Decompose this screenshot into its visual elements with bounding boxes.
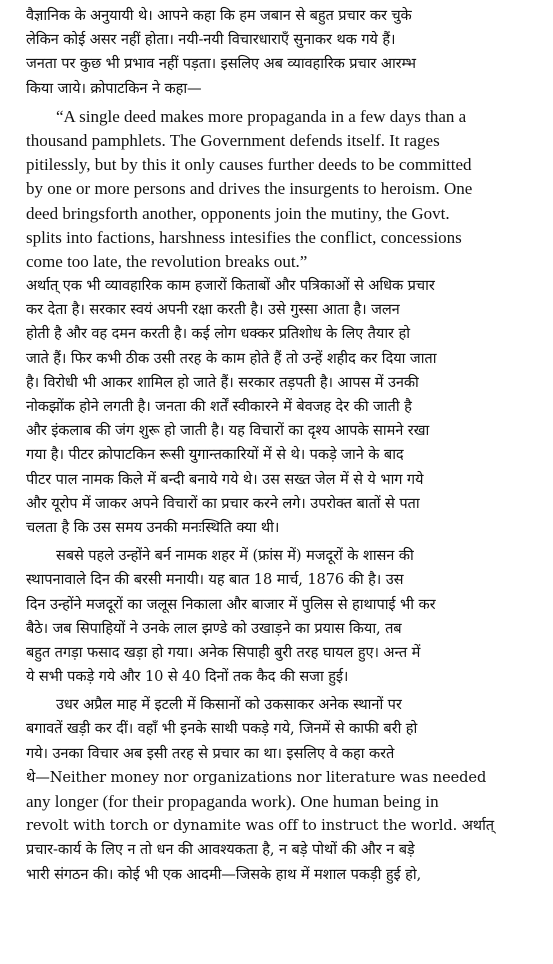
text-line: किया जाये। क्रोपाटकिन ने कहा— [26, 79, 202, 97]
text-line: जाते हैं। फिर कभी ठीक उसी तरह के काम होते हैं तो उन्हें शहीद कर दिया जाता [26, 349, 437, 367]
text-line: पीटर पाल नामक किले में बन्दी बनाये गये थे। उस सख्त जेल में से ये भाग गये [26, 470, 424, 488]
text-line: ये सभी पकड़े गये और 10 से 40 दिनों तक कैद की सजा हुई। [26, 668, 349, 686]
text-line: कर देता है। सरकार स्वयं अपनी रक्षा करती है। उसे गुस्सा आता है। जलन [26, 301, 400, 319]
text-line: प्रचार-कार्य के लिए न तो धन की आवश्यकता है, न बड़े पोथों की और न बड़े [26, 841, 415, 859]
text-line: होती है और वह दमन करती है। कई लोग धक्कर प्रतिशोध के लिए तैयार हो [26, 325, 410, 343]
text-line: थे—Neither money nor organizations nor literature was needed [26, 768, 487, 786]
quote-line: pitilessly, but by this it only causes further deeds to be committed [26, 155, 472, 175]
paragraph-first-line: सबसे पहले उन्होंने बर्न नामक शहर में (फ्रांस में) मजदूरों के शासन की [56, 547, 414, 565]
quote-line: by one or more persons and drives the insurgents to heroism. One [26, 179, 473, 199]
text-line: बैठे। जब सिपाहियों ने उनके लाल झण्डे को उखाड़ने का प्रयास किया, तब [26, 619, 402, 637]
text-line: है। विरोधी भी आकर शामिल हो जाते हैं। सरकार तड़पती है। आपस में उनकी [26, 373, 419, 391]
text-line: भारी संगठन की। कोई भी एक आदमी—जिसके हाथ में मशाल पकड़ी हुई हो, [26, 865, 422, 883]
quote-line: any longer (for their propaganda work). One human being in [26, 792, 439, 811]
text-line: revolt with torch or dynamite was off to instruct the world. अर्थात् [26, 817, 495, 835]
quote-line: “A single deed makes more propaganda in a few days than a [56, 106, 467, 126]
text-line: गया है। पीटर क्रोपाटकिन रूसी युगान्तकारियों में से थे। पकड़े जाने के बाद [26, 446, 404, 464]
text-line: वैज्ञानिक के अनुयायी थे। आपने कहा कि हम जबान से बहुत प्रचार कर चुके [26, 7, 412, 24]
text-line: स्थापनावाले दिन की बरसी मनायी। यह बात 18 मार्च, 1876 की है। उस [26, 571, 404, 589]
text-line: जनता पर कुछ भी प्रभाव नहीं पड़ता। इसलिए अब व्यावहारिक प्रचार आरम्भ [26, 55, 416, 73]
text-line: दिन उन्होंने मजदूरों का जलूस निकाला और बाजार में पुलिस से हाथापाई भी कर [26, 595, 436, 613]
text-line: गये। उनका विचार अब इसी तरह से प्रचार का था। इसलिए वे कहा करते [26, 744, 395, 762]
text-line: अर्थात् एक भी व्यावहारिक काम हजारों किताबों और पत्रिकाओं से अधिक प्रचार [26, 277, 435, 295]
quote-line: deed bringsforth another, opponents join the mutiny, the Govt. [26, 203, 450, 223]
quote-line: thousand pamphlets. The Government defends itself. It rages [26, 130, 440, 150]
quote-line: come too late, the revolution breaks out.” [26, 251, 308, 271]
paragraph-first-line: उधर अप्रैल माह में इटली में किसानों को उकसाकर अनेक स्थानों पर [56, 696, 402, 714]
text-line: लेकिन कोई असर नहीं होता। नयी-नयी विचारधाराएँ सुनाकर थक गये हैं। [26, 31, 396, 49]
quote-line: splits into factions, harshness intesifies the conflict, concessions [26, 227, 462, 247]
text-line: बगावतें खड़ी कर दीं। वहाँ भी इनके साथी पकड़े गये, जिनमें से काफी बरी हो [26, 720, 418, 738]
text-line: चलता है कि उस समय उनकी मनःस्थिति क्या थी। [26, 518, 280, 536]
text-line: बहुत तगड़ा फसाद खड़ा हो गया। अनेक सिपाही बुरी तरह घायल हुए। अन्त में [26, 643, 421, 661]
text-line: और इंकलाब की जंग शुरू हो जाती है। यह विचारों का दृश्य आपके सामने रखा [26, 422, 430, 440]
text-line: और यूरोप में जाकर अपने विचारों का प्रचार करने लगे। उपरोक्त बातों से पता [26, 494, 420, 512]
text-line: नोकझोंक होने लगती है। जनता की शर्तें स्वीकारने में बेवजह देर की जाती है [26, 398, 412, 415]
